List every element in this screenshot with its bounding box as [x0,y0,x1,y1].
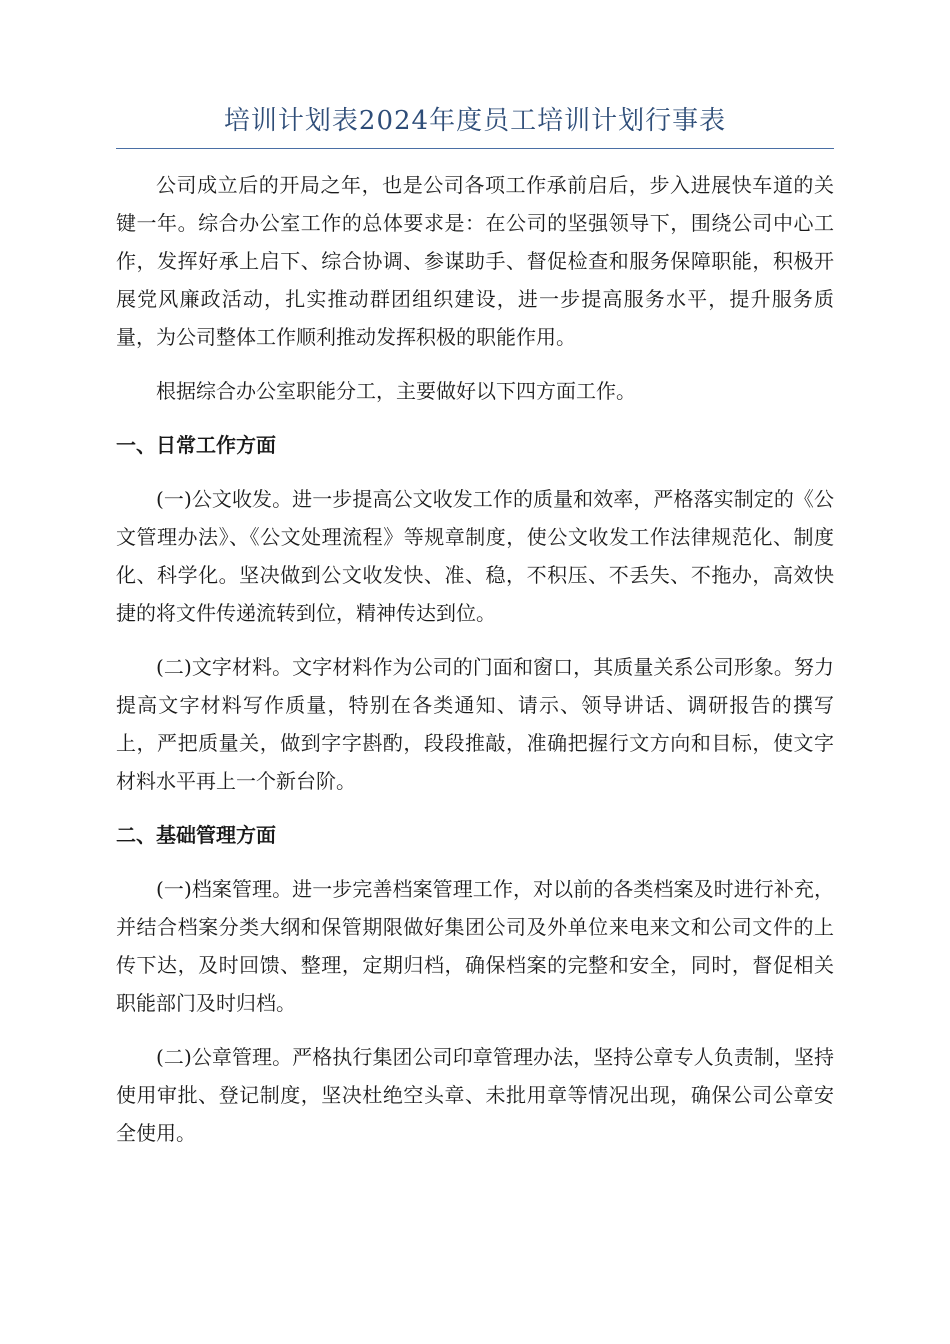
lead-paragraph: 根据综合办公室职能分工，主要做好以下四方面工作。 [156,379,636,403]
document-title: 培训计划表2024年度员工培训计划行事表 [116,104,834,149]
section-paragraph: (二)公章管理。严格执行集团公司印章管理办法，坚持公章专人负责制，坚持使用审批、登记制度，坚决杜绝空头章、未批用章等情况出现，确保公司公章安全使用。 [116,1045,834,1145]
section-daily-work [116,426,834,800]
section-paragraph: (一)档案管理。进一步完善档案管理工作，对以前的各类档案及时进行补充，并结合档案分类大纲和保管期限做好集团公司及外单位来电来文和公司文件的上传下达，及时回馈、整理，定期归档，确保档案的完整和安全，同时，督促相关职能部门及时归档。 [116,877,834,1015]
section-heading: 二、基础管理方面 [116,823,276,847]
section-paragraph: (一)公文收发。进一步提高公文收发工作的质量和效率，严格落实制定的《公文管理办法》、《公文处理流程》等规章制度，使公文收发工作法律规范化、制度化、科学化。坚决做到公文收发快、准、稳，不积压、不丢失、不拖办，高效快捷的将文件传递流转到位，精神传达到位。 [116,487,834,625]
section-heading: 一、日常工作方面 [116,433,276,457]
section-paragraph: (二)文字材料。文字材料作为公司的门面和窗口，其质量关系公司形象。努力提高文字材料写作质量，特别在各类通知、请示、领导讲话、调研报告的撰写上，严把质量关，做到字字斟酌，段段推敲，准确把握行文方向和目标，使文字材料水平再上一个新台阶。 [116,655,834,793]
section-basic-management [116,816,834,1152]
document-page [116,104,834,1168]
intro-paragraph: 公司成立后的开局之年，也是公司各项工作承前启后，步入进展快车道的关键一年。综合办公室工作的总体要求是：在公司的坚强领导下，围绕公司中心工作，发挥好承上启下、综合协调、参谋助手、督促检查和服务保障职能，积极开展党风廉政活动，扎实推动群团组织建设，进一步提高服务水平，提升服务质量，为公司整体工作顺利推动发挥积极的职能作用。 [116,173,834,349]
